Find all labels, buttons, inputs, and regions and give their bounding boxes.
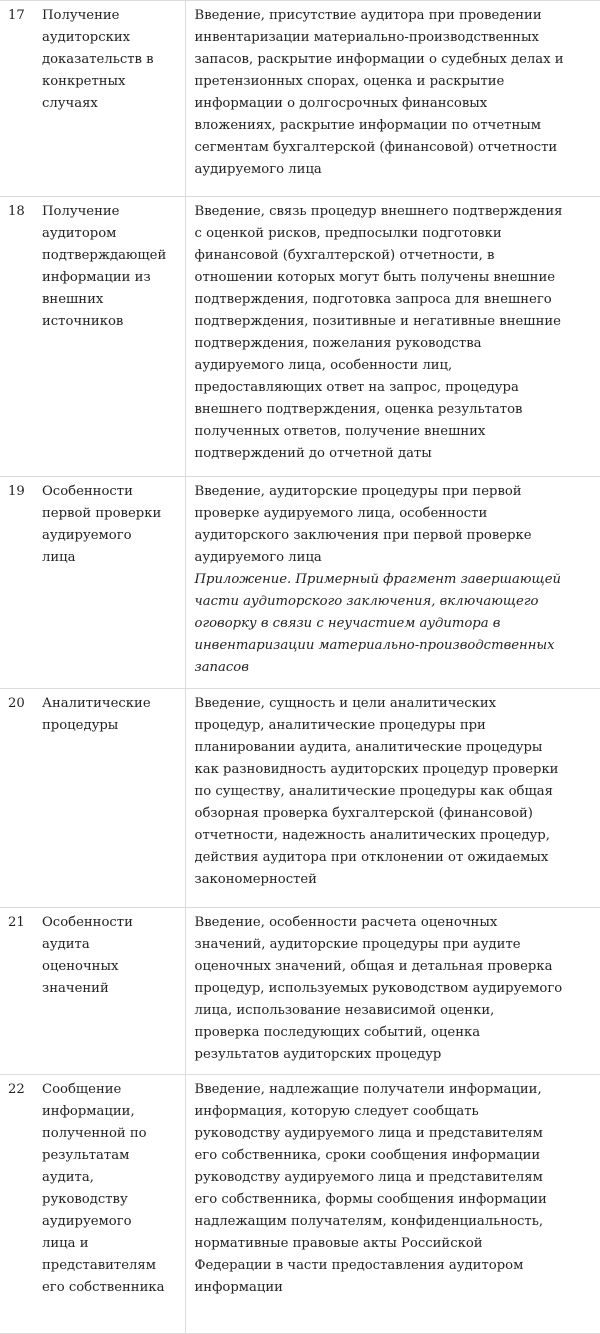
desc-line: лица, использование независимой оценки, [194, 1003, 495, 1018]
title-line: подтверждающей [42, 248, 167, 263]
row-number: 18 [0, 197, 34, 477]
table-row [0, 1075, 600, 1334]
appendix-line: Приложение. Примерный фрагмент завершающей [194, 572, 562, 587]
title-line: Особенности [42, 484, 133, 499]
desc-line: закономерностей [194, 872, 317, 887]
desc-line: надлежащим получателям, конфиденциальность, [194, 1214, 544, 1229]
desc-line: вложениях, раскрытие информации по отчетным [194, 118, 542, 133]
title-line: Получение [42, 8, 120, 23]
title-line: лица [42, 550, 76, 565]
title-line: аудита, [42, 1170, 94, 1185]
title-line: внешних [42, 292, 104, 307]
title-line: значений [42, 981, 109, 996]
desc-line: Введение, присутствие аудитора при проведении [194, 8, 542, 23]
standard-description [185, 477, 600, 689]
title-line: его собственника [42, 1280, 165, 1295]
title-line: представителям [42, 1258, 156, 1273]
desc-line: подтверждения, позитивные и негативные внешние [194, 314, 561, 329]
standard-title [34, 197, 185, 477]
desc-line: предоставляющих ответ на запрос, процедура [194, 380, 519, 395]
table-row [0, 908, 600, 1075]
row-number: 22 [0, 1075, 34, 1334]
desc-line: подтверждения, пожелания руководства [194, 336, 482, 351]
row-number: 20 [0, 689, 34, 908]
desc-line: подтверждения, подготовка запроса для внешнего [194, 292, 552, 307]
standard-description [185, 197, 600, 477]
title-line: случаях [42, 96, 98, 111]
desc-line: его собственника, сроки сообщения информации [194, 1148, 541, 1163]
desc-line: аудиторского заключения при первой проверке [194, 528, 532, 543]
row-number: 19 [0, 477, 34, 689]
desc-line: отчетности, надежность аналитических процедур, [194, 828, 550, 843]
title-line: процедуры [42, 718, 119, 733]
desc-line: руководству аудируемого лица и представителям [194, 1126, 543, 1141]
desc-line: информации [194, 1280, 283, 1295]
title-line: Получение [42, 204, 120, 219]
desc-line: Федерации в части предоставления аудитором [194, 1258, 524, 1273]
title-line: Особенности [42, 915, 133, 930]
desc-line: действия аудитора при отклонении от ожидаемых [194, 850, 549, 865]
desc-line: аудируемого лица [194, 550, 322, 565]
desc-line: его собственника, формы сообщения информации [194, 1192, 547, 1207]
desc-line: информация, которую следует сообщать [194, 1104, 479, 1119]
title-line: информации из [42, 270, 151, 285]
desc-line: информации о долгосрочных финансовых [194, 96, 488, 111]
title-line: руководству [42, 1192, 128, 1207]
desc-line: Введение, особенности расчета оценочных [194, 915, 498, 930]
standard-title [34, 908, 185, 1075]
standard-title [34, 477, 185, 689]
title-line: аудитором [42, 226, 117, 241]
appendix-line: запасов [194, 660, 249, 675]
desc-line: запасов, раскрытие информации о судебных делах и [194, 52, 564, 67]
desc-line: проверка последующих событий, оценка [194, 1025, 481, 1040]
desc-line: обзорная проверка бухгалтерской (финансовой) [194, 806, 533, 821]
title-line: конкретных [42, 74, 126, 89]
standard-description [185, 1, 600, 197]
title-line: источников [42, 314, 124, 329]
table-row [0, 477, 600, 689]
appendix-line: инвентаризации материально-производственных [194, 638, 555, 653]
row-number: 21 [0, 908, 34, 1075]
title-line: полученной по [42, 1126, 147, 1141]
title-line: аудируемого [42, 528, 132, 543]
desc-line: проверке аудируемого лица, особенности [194, 506, 488, 521]
desc-line: Введение, сущность и цели аналитических [194, 696, 497, 711]
desc-line: инвентаризации материально-производственных [194, 30, 539, 45]
desc-line: полученных ответов, получение внешних [194, 424, 486, 439]
desc-line: отношении которых могут быть получены внешние [194, 270, 556, 285]
desc-line: процедур, аналитические процедуры при [194, 718, 486, 733]
desc-line: нормативные правовые акты Российской [194, 1236, 483, 1251]
title-line: результатам [42, 1148, 130, 1163]
desc-line: значений, аудиторские процедуры при аудите [194, 937, 521, 952]
desc-line: планировании аудита, аналитические процедуры [194, 740, 543, 755]
desc-line: подтверждений до отчетной даты [194, 446, 432, 461]
desc-line: Введение, аудиторские процедуры при первой [194, 484, 522, 499]
desc-line: с оценкой рисков, предпосылки подготовки [194, 226, 502, 241]
title-line: аудиторских [42, 30, 131, 45]
desc-line: аудируемого лица [194, 162, 322, 177]
desc-line: руководству аудируемого лица и представителям [194, 1170, 543, 1185]
table-row [0, 689, 600, 908]
desc-line: финансовой (бухгалтерской) отчетности, в [194, 248, 495, 263]
desc-line: аудируемого лица, особенности лиц, [194, 358, 453, 373]
standard-title [34, 689, 185, 908]
title-line: доказательств в [42, 52, 154, 67]
desc-line: результатов аудиторских процедур [194, 1047, 442, 1062]
table-row [0, 1, 600, 197]
desc-line: внешнего подтверждения, оценка результатов [194, 402, 523, 417]
title-line: Сообщение [42, 1082, 122, 1097]
desc-line: процедур, используемых руководством аудируемого [194, 981, 563, 996]
desc-line: как разновидность аудиторских процедур проверки [194, 762, 559, 777]
title-line: аудируемого [42, 1214, 132, 1229]
standard-title [34, 1075, 185, 1334]
appendix-line: части аудиторского заключения, включающего [194, 594, 539, 609]
title-line: оценочных [42, 959, 119, 974]
desc-line: Введение, связь процедур внешнего подтверждения [194, 204, 563, 219]
title-line: лица и [42, 1236, 89, 1251]
desc-line: по существу, аналитические процедуры как общая [194, 784, 553, 799]
appendix-line: оговорку в связи с неучастием аудитора в [194, 616, 501, 631]
desc-line: претензионных спорах, оценка и раскрытие [194, 74, 505, 89]
title-line: информации, [42, 1104, 135, 1119]
desc-line: оценочных значений, общая и детальная проверка [194, 959, 553, 974]
desc-line: Введение, надлежащие получатели информации, [194, 1082, 542, 1097]
title-line: первой проверки [42, 506, 162, 521]
desc-line: сегментам бухгалтерской (финансовой) отчетности [194, 140, 558, 155]
standard-description [185, 908, 600, 1075]
table-row [0, 197, 600, 477]
standard-title [34, 1, 185, 197]
standard-description [185, 1075, 600, 1334]
row-number: 17 [0, 1, 34, 197]
title-line: Аналитические [42, 696, 151, 711]
title-line: аудита [42, 937, 90, 952]
standard-description [185, 689, 600, 908]
